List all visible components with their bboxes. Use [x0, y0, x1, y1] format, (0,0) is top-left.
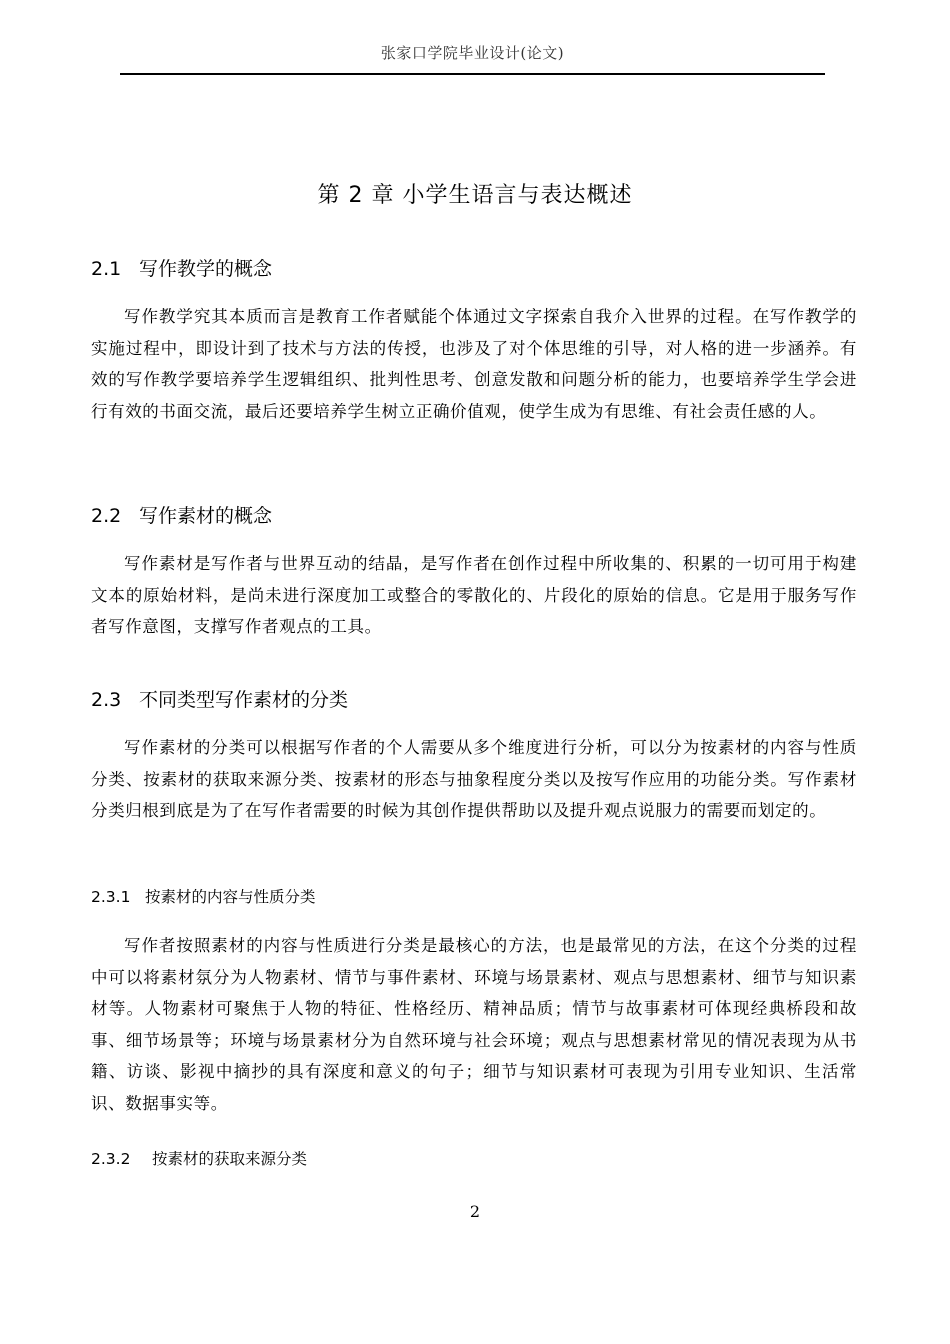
- chapter-title: 第 2 章 小学生语言与表达概述: [317, 183, 633, 208]
- section-paragraph-2-3: 写作素材的分类可以根据写作者的个人需要从多个维度进行分析，可以分为按素材的内容与性质分类、按素材的获取来源分类、按素材的形态与抽象程度分类以及按写作应用的功能分类。写作素材分类归根到底是为了在写作者需要的时候为其创作提供帮助以及提升观点说服力的需要而划定的。: [91, 738, 857, 820]
- subsection-number: 2.3.2: [91, 1150, 131, 1168]
- subsection-number: 2.3.1: [91, 888, 131, 906]
- header-rule: [120, 73, 825, 75]
- section-paragraph-2-1: 写作教学究其本质而言是教育工作者赋能个体通过文字探索自我介入世界的过程。在写作教学的实施过程中，即设计到了技术与方法的传授，也涉及了对个体思维的引导，对人格的进一步涵养。有效的写作教学要培养学生逻辑组织、批判性思考、创意发散和问题分析的能力，也要培养学生学会进行有效的书面交流，最后还要培养学生树立正确价值观，使学生成为有思维、有社会责任感的人。: [91, 307, 857, 421]
- section-heading-2-3: [91, 685, 348, 712]
- section-number: 2.3: [91, 689, 122, 711]
- subsection-heading-2-3-2: [91, 1147, 307, 1169]
- subsection-heading-2-3-1: [91, 885, 316, 907]
- subsection-title: 按素材的内容与性质分类: [145, 888, 316, 906]
- section-number: 2.2: [91, 505, 122, 527]
- running-header: 张家口学院毕业设计(论文): [380, 44, 565, 62]
- section-number: 2.1: [91, 258, 122, 280]
- subsection-paragraph-2-3-1: 写作者按照素材的内容与性质进行分类是最核心的方法，也是最常见的方法，在这个分类的过程中可以将素材氛分为人物素材、情节与事件素材、环境与场景素材、观点与思想素材、细节与知识素材等。人物素材可聚焦于人物的特征、性格经历、精神品质；情节与故事素材可体现经典桥段和故事、细节场景等；环境与场景素材分为自然环境与社会环境；观点与思想素材常见的情况表现为从书籍、访谈、影视中摘抄的具有深度和意义的句子；细节与知识素材可表现为引用专业知识、生活常识、数据事实等。: [91, 936, 857, 1113]
- section-title: 写作教学的概念: [139, 258, 273, 280]
- section-title: 写作素材的概念: [139, 505, 273, 527]
- section-heading-2-1: [91, 254, 272, 281]
- page-number: 2: [469, 1202, 481, 1221]
- section-paragraph-2-2: 写作素材是写作者与世界互动的结晶，是写作者在创作过程中所收集的、积累的一切可用于构建文本的原始材料，是尚未进行深度加工或整合的零散化的、片段化的原始的信息。它是用于服务写作者写作意图，支撑写作者观点的工具。: [91, 554, 857, 636]
- subsection-title: 按素材的获取来源分类: [152, 1150, 308, 1168]
- section-title: 不同类型写作素材的分类: [139, 689, 349, 711]
- section-heading-2-2: [91, 501, 272, 528]
